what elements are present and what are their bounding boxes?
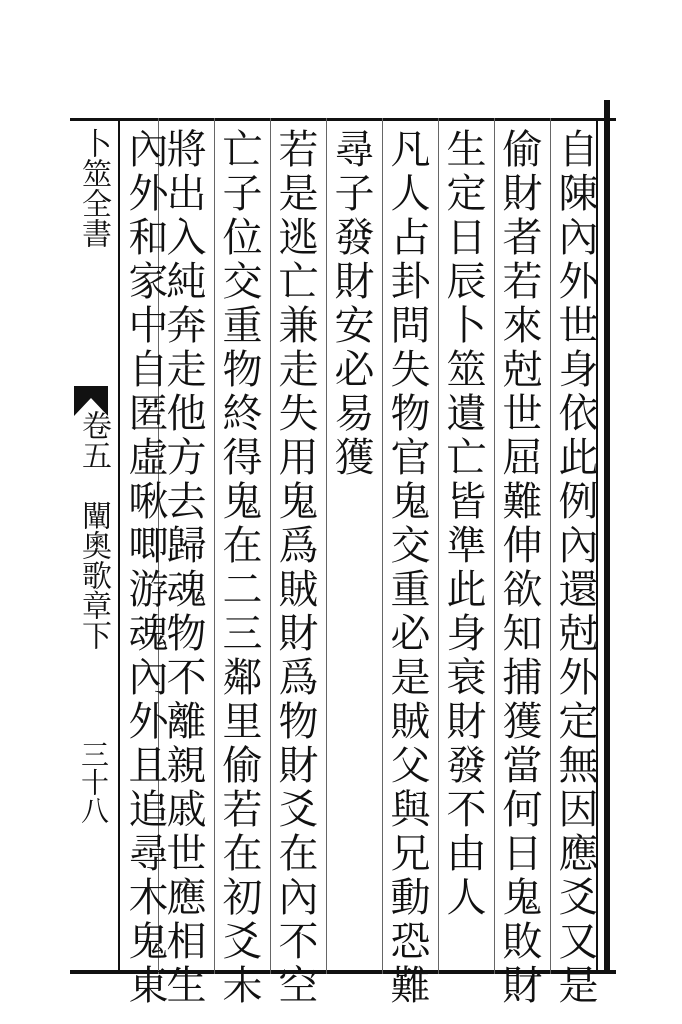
frame-top-rule — [70, 118, 616, 121]
chapter-label: 卷五 闡奧歌章下 — [76, 410, 111, 650]
column-separator — [326, 118, 327, 974]
column-separator — [438, 118, 439, 974]
frame-left-rule — [118, 118, 120, 974]
text-column-1: 自陳內外世身依此例內還尅外定無因應爻又是 — [552, 128, 598, 1008]
text-column-7: 亡子位交重物終得鬼在二三鄰里偷若在初爻未 — [216, 128, 262, 1008]
column-separator — [214, 118, 215, 974]
text-column-9: 內外和家中自匿虛啾唧游魂內外且追尋木鬼東 — [122, 128, 168, 1008]
text-column-6: 若是逃亡兼走失用鬼爲賊財爲物財爻在內不空 — [272, 128, 318, 1008]
column-separator — [494, 118, 495, 974]
column-separator — [382, 118, 383, 974]
text-column-3: 生定日辰卜筮遺亡皆準此身衰財發不由人 — [440, 128, 486, 920]
text-column-8: 將出入純奔走他方去歸魂物不離親戚世應相生 — [160, 128, 206, 1008]
text-column-2: 偷財者若來尅世屈難伸欲知捕獲當何日鬼敗財 — [496, 128, 542, 1008]
text-column-4: 凡人占卦問失物官鬼交重必是賊父與兄動恐難 — [384, 128, 430, 1008]
frame-right-thick-rule — [604, 100, 610, 974]
book-title: 卜筮全書 — [76, 128, 111, 248]
column-separator — [550, 118, 551, 974]
text-column-5: 尋子發財安必易獲 — [328, 128, 374, 480]
page-number: 三十八 — [77, 740, 110, 824]
column-separator — [270, 118, 271, 974]
